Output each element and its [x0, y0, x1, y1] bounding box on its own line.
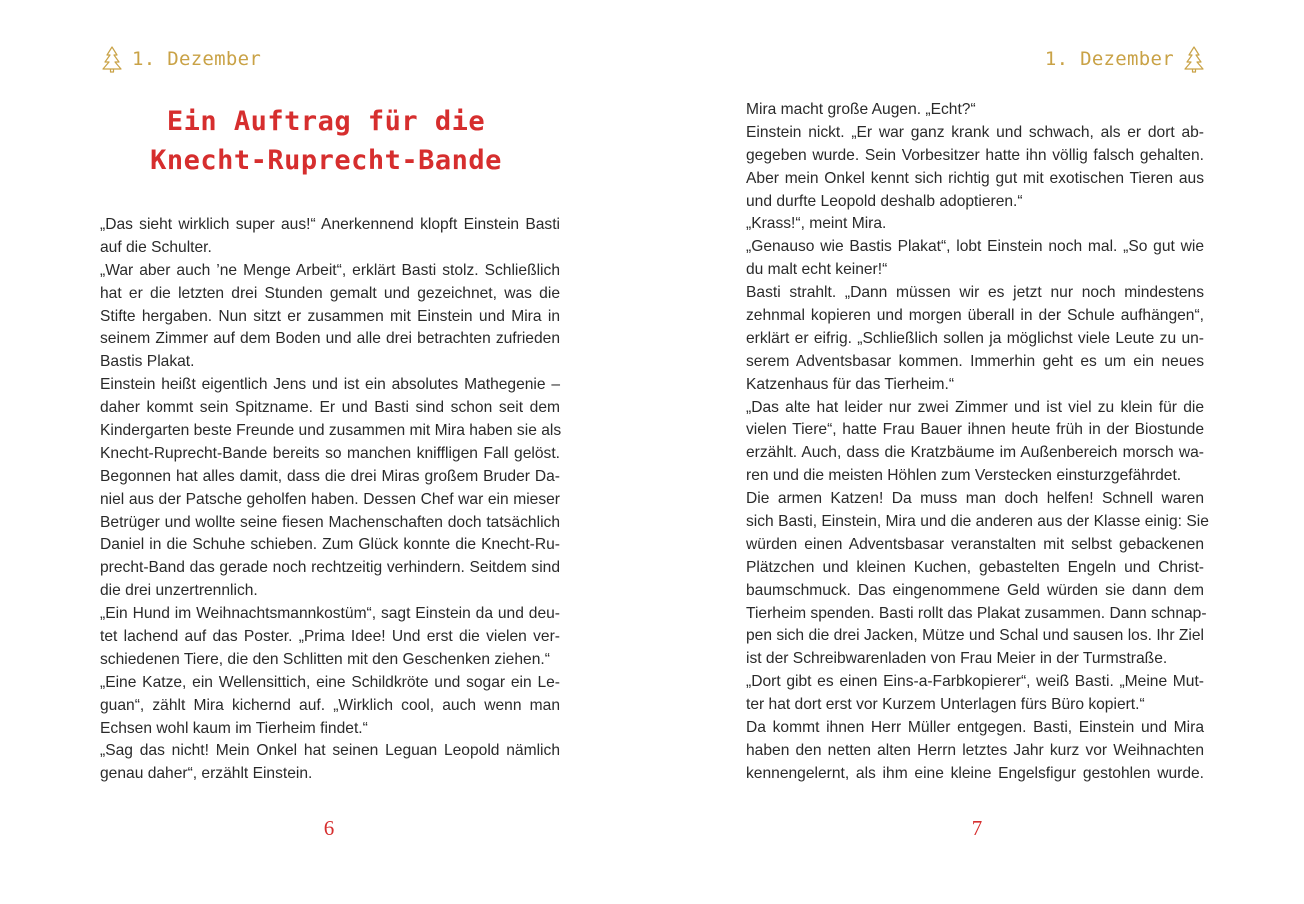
right-page-header: [1045, 44, 1206, 74]
text-line: „Das sieht wirklich super aus!“ Anerkennend klopft Einstein Basti: [100, 216, 560, 233]
text-line: vielen Tiere“, hatte Frau Bauer ihnen heute früh in der Biostunde: [746, 421, 1204, 439]
page-number: 6: [323, 816, 335, 840]
text-line: kennengelernt, als ihm eine kleine Engelsfigur gestohlen wurde.: [746, 764, 1204, 782]
text-line: Begonnen hat alles damit, dass die drei Miras großem Bruder Da-: [100, 467, 560, 485]
text-line: precht-Band das gerade noch rechtzeitig verhindern. Seitdem sind: [100, 559, 560, 577]
text-line: und durfte Leopold deshalb adoptieren.“: [746, 192, 1023, 210]
text-line: haben den netten alten Herrn letztes Jahr kurz vor Weihnachten: [746, 741, 1204, 759]
text-line: ren und die meisten Höhlen zum Verstecken einsturzgefährdet.: [746, 467, 1182, 485]
text-line: Einstein heißt eigentlich Jens und ist ein absolutes Mathegenie –: [100, 376, 560, 394]
right-page: [652, 0, 1304, 904]
text-line: zehnmal kopieren und morgen überall in der Schule aufhängen“,: [746, 307, 1204, 325]
christmas-tree-icon: [1182, 45, 1206, 73]
text-line: erzählt. Auch, dass die Kratzbäume im Außenbereich morsch wa-: [746, 444, 1204, 462]
text-line: „Dort gibt es einen Eins-a-Farbkopierer“, weiß Basti. „Meine Mut-: [746, 673, 1204, 691]
right-body-text: [746, 99, 1209, 786]
text-line: seinem Zimmer auf dem Boden und alle drei betrachten zufrieden: [100, 330, 560, 348]
text-line: Mira macht große Augen. „Echt?“: [746, 101, 976, 118]
chapter-date: 1. Dezember: [1044, 48, 1174, 70]
text-line: gegeben wurde. Sein Vorbesitzer hatte ihn völlig falsch gehalten.: [746, 146, 1204, 164]
text-line: „Krass!“, meint Mira.: [746, 215, 887, 233]
text-line: Daniel in die Schuhe schieben. Zum Glück konnte die Knecht-Ru-: [100, 536, 560, 554]
text-line: guan“, zählt Mira kichernd auf. „Wirklich cool, auch wenn man: [100, 696, 560, 714]
left-page-header: [100, 44, 261, 74]
text-line: Aber mein Onkel kennt sich richtig gut mit exotischen Tieren aus: [746, 169, 1204, 187]
text-line: „Das alte hat leider nur zwei Zimmer und ist viel zu klein für die: [746, 398, 1204, 416]
text-line: Echsen wohl kaum im Tierheim findet.“: [100, 719, 368, 737]
text-line: Tierheim spenden. Basti rollt das Plakat zusammen. Dann schnap-: [746, 604, 1207, 622]
text-line: „Genauso wie Bastis Plakat“, lobt Einstein noch mal. „So gut wie: [746, 238, 1204, 256]
text-line: Knecht-Ruprecht-Bande bereits so manchen kniffligen Fall gelöst.: [100, 444, 560, 462]
text-line: auf die Schulter.: [100, 238, 212, 256]
text-line: ter hat dort erst vor Kurzem Unterlagen fürs Büro kopiert.“: [746, 696, 1145, 714]
text-line: würden einen Adventsbasar veranstalten mit selbst gebackenen: [746, 535, 1204, 553]
text-line: „Eine Katze, ein Wellensittich, eine Schildkröte und sogar ein Le-: [100, 673, 560, 691]
text-line: niel aus der Patsche geholfen haben. Dessen Chef war ein mieser: [100, 490, 560, 508]
text-line: Einstein nickt. „Er war ganz krank und schwach, als er dort ab-: [746, 123, 1204, 141]
christmas-tree-icon: [100, 45, 124, 73]
text-line: hat er die letzten drei Stunden gemalt und gezeichnet, was die: [100, 284, 560, 302]
chapter-title-line: Ein Auftrag für die: [166, 106, 486, 137]
text-line: erklärt er eifrig. „Schließlich sollen ja möglichst viele Leute zu un-: [746, 329, 1204, 347]
text-line: serem Adventsbasar kommen. Immerhin geht es um ein neues: [746, 352, 1204, 370]
page-number: 7: [971, 816, 983, 840]
text-line: Da kommt ihnen Herr Müller entgegen. Basti, Einstein und Mira: [746, 719, 1204, 737]
text-line: Stifte hergaben. Nun sitzt er zusammen mit Einstein und Mira in: [100, 307, 560, 325]
text-line: „Sag das nicht! Mein Onkel hat seinen Leguan Leopold nämlich: [100, 742, 560, 760]
chapter-title-line: Knecht-Ruprecht-Bande: [150, 145, 502, 176]
text-line: „War aber auch ’ne Menge Arbeit“, erklärt Basti stolz. Schließlich: [100, 261, 560, 279]
text-line: Betrüger und wollte seine fiesen Machenschaften doch tatsächlich: [100, 513, 560, 531]
text-line: daher kommt sein Spitzname. Er und Basti sind schon seit dem: [100, 399, 560, 417]
text-line: genau daher“, erzählt Einstein.: [100, 765, 313, 783]
left-body-text: [100, 214, 560, 786]
text-line: Katzenhaus für das Tierheim.“: [746, 375, 955, 393]
text-line: baumschmuck. Das eingenommene Geld würden sie dann dem: [746, 581, 1204, 599]
text-line: „Ein Hund im Weihnachtsmannkostüm“, sagt Einstein da und deu-: [100, 605, 560, 623]
text-line: Kindergarten beste Freunde und zusammen mit Mira haben sie als: [100, 422, 562, 440]
text-line: pen sich die drei Jacken, Mütze und Schal und sausen los. Ihr Ziel: [746, 627, 1204, 645]
text-line: schiedenen Tiere, die den Schlitten mit den Geschenken ziehen.“: [100, 650, 550, 668]
text-line: sich Basti, Einstein, Mira und die anderen aus der Klasse einig: Sie: [746, 513, 1209, 531]
text-line: du malt echt keiner!“: [746, 261, 888, 279]
text-line: Basti strahlt. „Dann müssen wir es jetzt nur noch mindestens: [746, 284, 1204, 302]
text-line: Die armen Katzen! Da muss man doch helfen! Schnell waren: [746, 490, 1204, 508]
text-line: Bastis Plakat.: [100, 353, 195, 371]
text-line: tet lachend auf das Poster. „Prima Idee! Und erst die vielen ver-: [100, 628, 560, 646]
text-line: die drei unzertrennlich.: [100, 582, 258, 600]
text-line: Plätzchen und kleinen Kuchen, gebastelten Engeln und Christ-: [746, 558, 1204, 576]
chapter-title: [0, 102, 652, 180]
text-line: ist der Schreibwarenladen von Frau Meier in der Turmstraße.: [746, 650, 1168, 668]
chapter-date: 1. Dezember: [132, 48, 262, 70]
